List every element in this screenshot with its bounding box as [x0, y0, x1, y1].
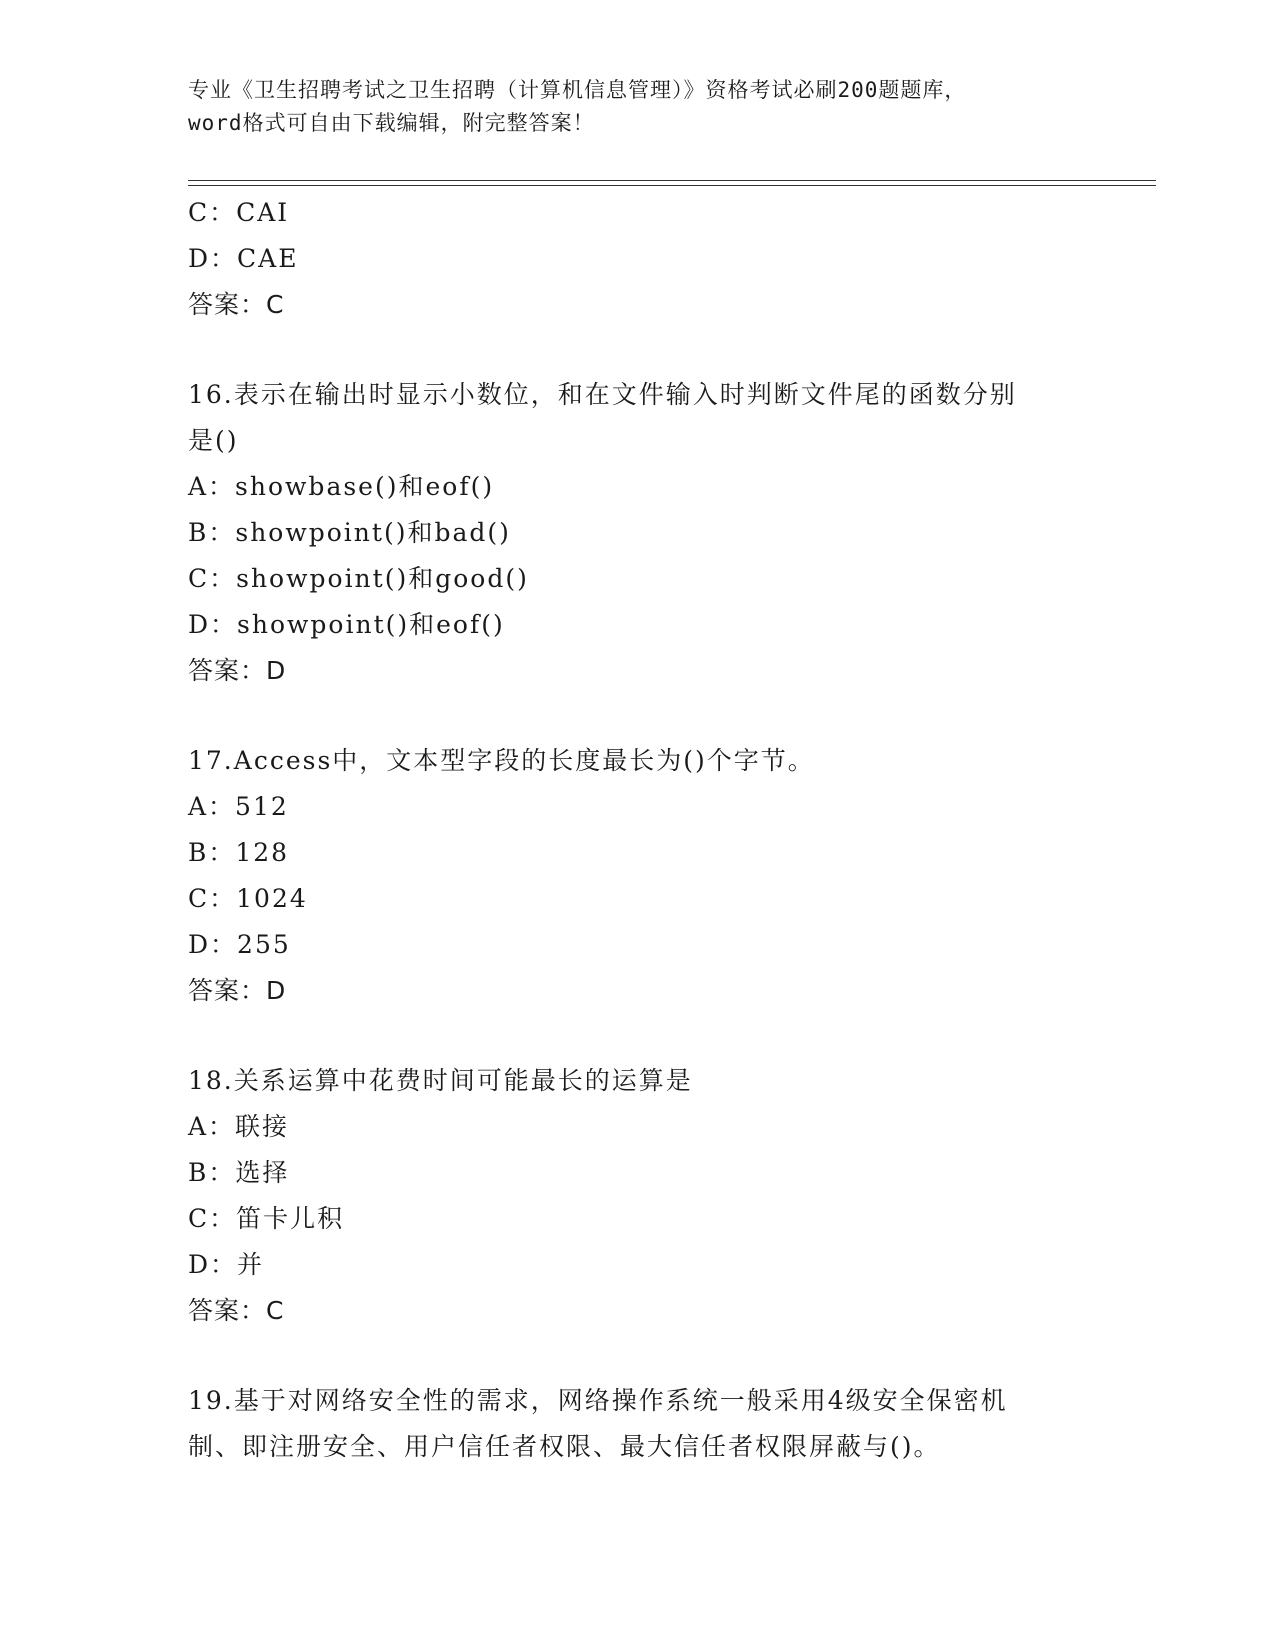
option-c: C：笛卡儿积 — [188, 1204, 345, 1233]
spacer — [188, 1014, 1088, 1058]
header-divider-top — [188, 180, 1156, 181]
option-a: A：showbase()和eof() — [188, 472, 495, 501]
question-text: 制、即注册安全、用户信任者权限、最大信任者权限屏蔽与()。 — [188, 1432, 941, 1461]
question-18 — [188, 1058, 1088, 1334]
answer-line: 答案：C — [188, 1296, 285, 1325]
option-a: A：联接 — [188, 1112, 290, 1141]
option-b: B：选择 — [188, 1158, 290, 1187]
option-d: D：255 — [188, 930, 291, 959]
question-text: 17.Access中，文本型字段的长度最长为()个字节。 — [188, 746, 815, 775]
header-title-line-1: 专业《卫生招聘考试之卫生招聘（计算机信息管理）》资格考试必刷200题题库， — [188, 78, 967, 102]
option-c: C：1024 — [188, 884, 308, 913]
spacer — [188, 694, 1088, 738]
question-text: 19.基于对网络安全性的需求，网络操作系统一般采用4级安全保密机 — [188, 1386, 1008, 1415]
option-d: D：并 — [188, 1250, 265, 1279]
option-a: A：512 — [188, 792, 289, 821]
spacer — [188, 328, 1088, 372]
option-d: D：CAE — [188, 244, 299, 273]
option-c: C：showpoint()和good() — [188, 564, 529, 593]
question-19 — [188, 1378, 1088, 1470]
option-b: B：showpoint()和bad() — [188, 518, 511, 547]
option-d: D：showpoint()和eof() — [188, 610, 505, 639]
question-15-continuation — [188, 190, 1088, 328]
header-title-line-2: word格式可自由下载编辑，附完整答案！ — [188, 111, 595, 135]
answer-line: 答案：D — [188, 656, 287, 685]
answer-line: 答案：C — [188, 290, 285, 319]
question-content — [188, 190, 1088, 1470]
answer-line: 答案：D — [188, 976, 287, 1005]
option-b: B：128 — [188, 838, 290, 867]
option-c: C：CAI — [188, 198, 290, 227]
page-header — [188, 74, 1088, 140]
question-17 — [188, 738, 1088, 1014]
spacer — [188, 1334, 1088, 1378]
question-text: 16.表示在输出时显示小数位，和在文件输入时判断文件尾的函数分别 — [188, 380, 1017, 409]
header-divider-bottom — [188, 185, 1156, 186]
question-16 — [188, 372, 1088, 694]
question-text: 18.关系运算中花费时间可能最长的运算是 — [188, 1066, 693, 1095]
question-text: 是() — [188, 426, 239, 455]
